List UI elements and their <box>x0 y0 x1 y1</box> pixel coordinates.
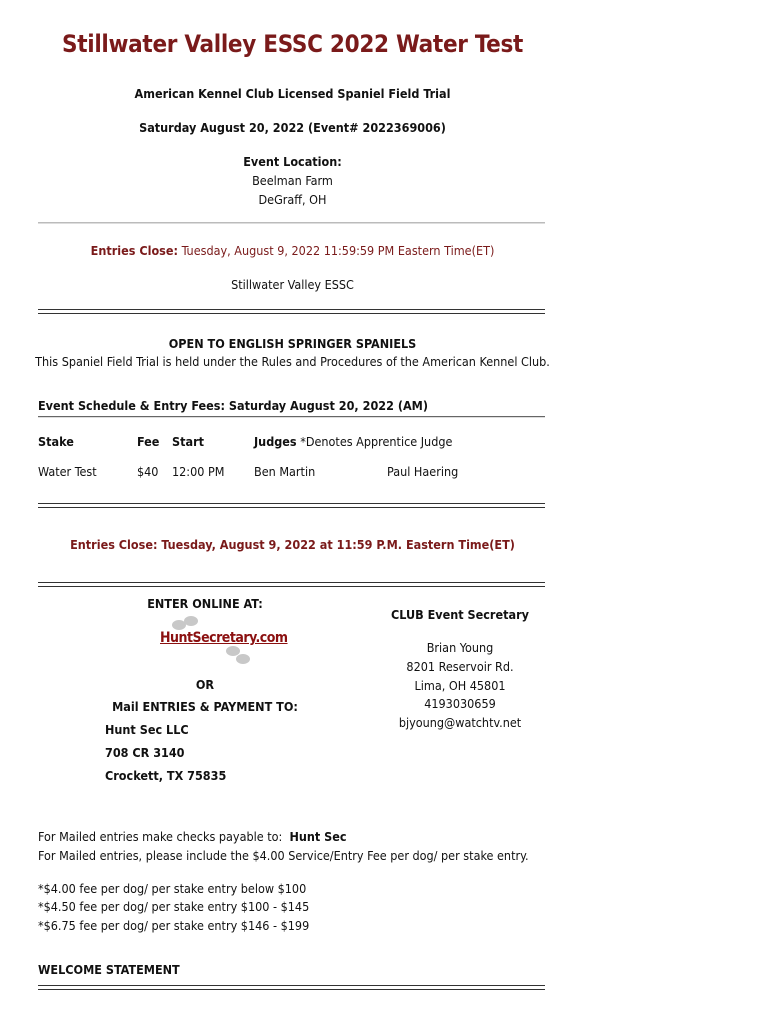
col-judges-label: Judges <box>254 433 297 449</box>
open-to-text: This Spaniel Field Trial is held under the Rules and Procedures of the American Kennel Club. <box>35 354 550 369</box>
paw-print-icon <box>184 616 198 626</box>
col-stake: Stake <box>38 433 74 449</box>
mail-address-line: Hunt Sec LLC <box>105 722 189 737</box>
apprentice-note: *Denotes Apprentice Judge <box>300 433 453 449</box>
location-name: Beelman Farm <box>252 173 333 188</box>
schedule-heading: Event Schedule & Entry Fees: Saturday August 20, 2022 (AM) <box>38 398 429 413</box>
or-label: OR <box>195 677 215 692</box>
club-name: Stillwater Valley ESSC <box>231 277 354 292</box>
paw-print-icon <box>236 654 250 664</box>
secretary-email[interactable]: bjyoung@watchtv.net <box>398 715 522 730</box>
enter-online-label: ENTER ONLINE AT: <box>147 596 263 611</box>
logo-link[interactable]: HuntSecretary.com <box>160 630 288 646</box>
judge-cell: Ben Martin <box>254 463 316 479</box>
col-fee: Fee <box>137 433 160 449</box>
page-title: Stillwater Valley ESSC 2022 Water Test <box>61 30 524 58</box>
secretary-city: Lima, OH 45801 <box>414 678 506 693</box>
entries-close-value: Tuesday, August 9, 2022 11:59:59 PM Eastern Time(ET) <box>181 243 495 258</box>
welcome-heading: WELCOME STATEMENT <box>38 962 180 977</box>
open-to-heading: OPEN TO ENGLISH SPRINGER SPANIELS <box>168 336 417 351</box>
secretary-street: 8201 Reservoir Rd. <box>406 659 514 674</box>
location-label: Event Location: <box>243 154 342 169</box>
judge-cell: Paul Haering <box>387 463 459 479</box>
secretary-heading: CLUB Event Secretary <box>391 607 529 622</box>
mail-address-line: 708 CR 3140 <box>105 745 185 760</box>
schedule-table <box>38 426 527 486</box>
fee-line: *$4.50 fee per dog/ per stake entry $100 - $145 <box>38 899 310 914</box>
table-row <box>38 456 527 486</box>
divider <box>38 222 545 224</box>
event-subtitle: American Kennel Club Licensed Spaniel Field Trial <box>134 86 451 101</box>
col-judges <box>254 426 527 456</box>
fee-line: *$6.75 fee per dog/ per stake entry $146 - $199 <box>38 918 310 933</box>
table-header-row <box>38 426 527 456</box>
divider-double <box>38 582 545 587</box>
entries-close-2: Entries Close: Tuesday, August 9, 2022 at 11:59 P.M. Eastern Time(ET) <box>70 537 515 552</box>
start-cell: 12:00 PM <box>172 463 225 479</box>
entries-close-label: Entries Close: <box>90 243 179 258</box>
fee-cell: $40 <box>137 463 159 479</box>
location-city: DeGraff, OH <box>258 192 327 207</box>
entries-close <box>0 243 585 258</box>
secretary-phone: 4193030659 <box>424 696 496 711</box>
mailed-prefix: For Mailed entries make checks payable to: <box>38 829 283 844</box>
stake-cell: Water Test <box>38 463 97 479</box>
event-date: Saturday August 20, 2022 (Event# 2022369006) <box>139 120 446 135</box>
divider-double <box>38 985 545 990</box>
divider <box>38 416 545 418</box>
divider-double <box>38 309 545 314</box>
divider-double <box>38 503 545 508</box>
mailed-line-1 <box>38 829 347 844</box>
huntsecretary-logo[interactable] <box>160 618 288 668</box>
mailed-line-2: For Mailed entries, please include the $4.00 Service/Entry Fee per dog/ per stake entry. <box>38 848 529 863</box>
mail-address-line: Crockett, TX 75835 <box>105 768 227 783</box>
secretary-name: Brian Young <box>426 640 494 655</box>
fee-line: *$4.00 fee per dog/ per stake entry below $100 <box>38 881 307 896</box>
col-start: Start <box>172 433 204 449</box>
payee: Hunt Sec <box>289 829 347 844</box>
mail-label: Mail ENTRIES & PAYMENT TO: <box>112 699 298 714</box>
